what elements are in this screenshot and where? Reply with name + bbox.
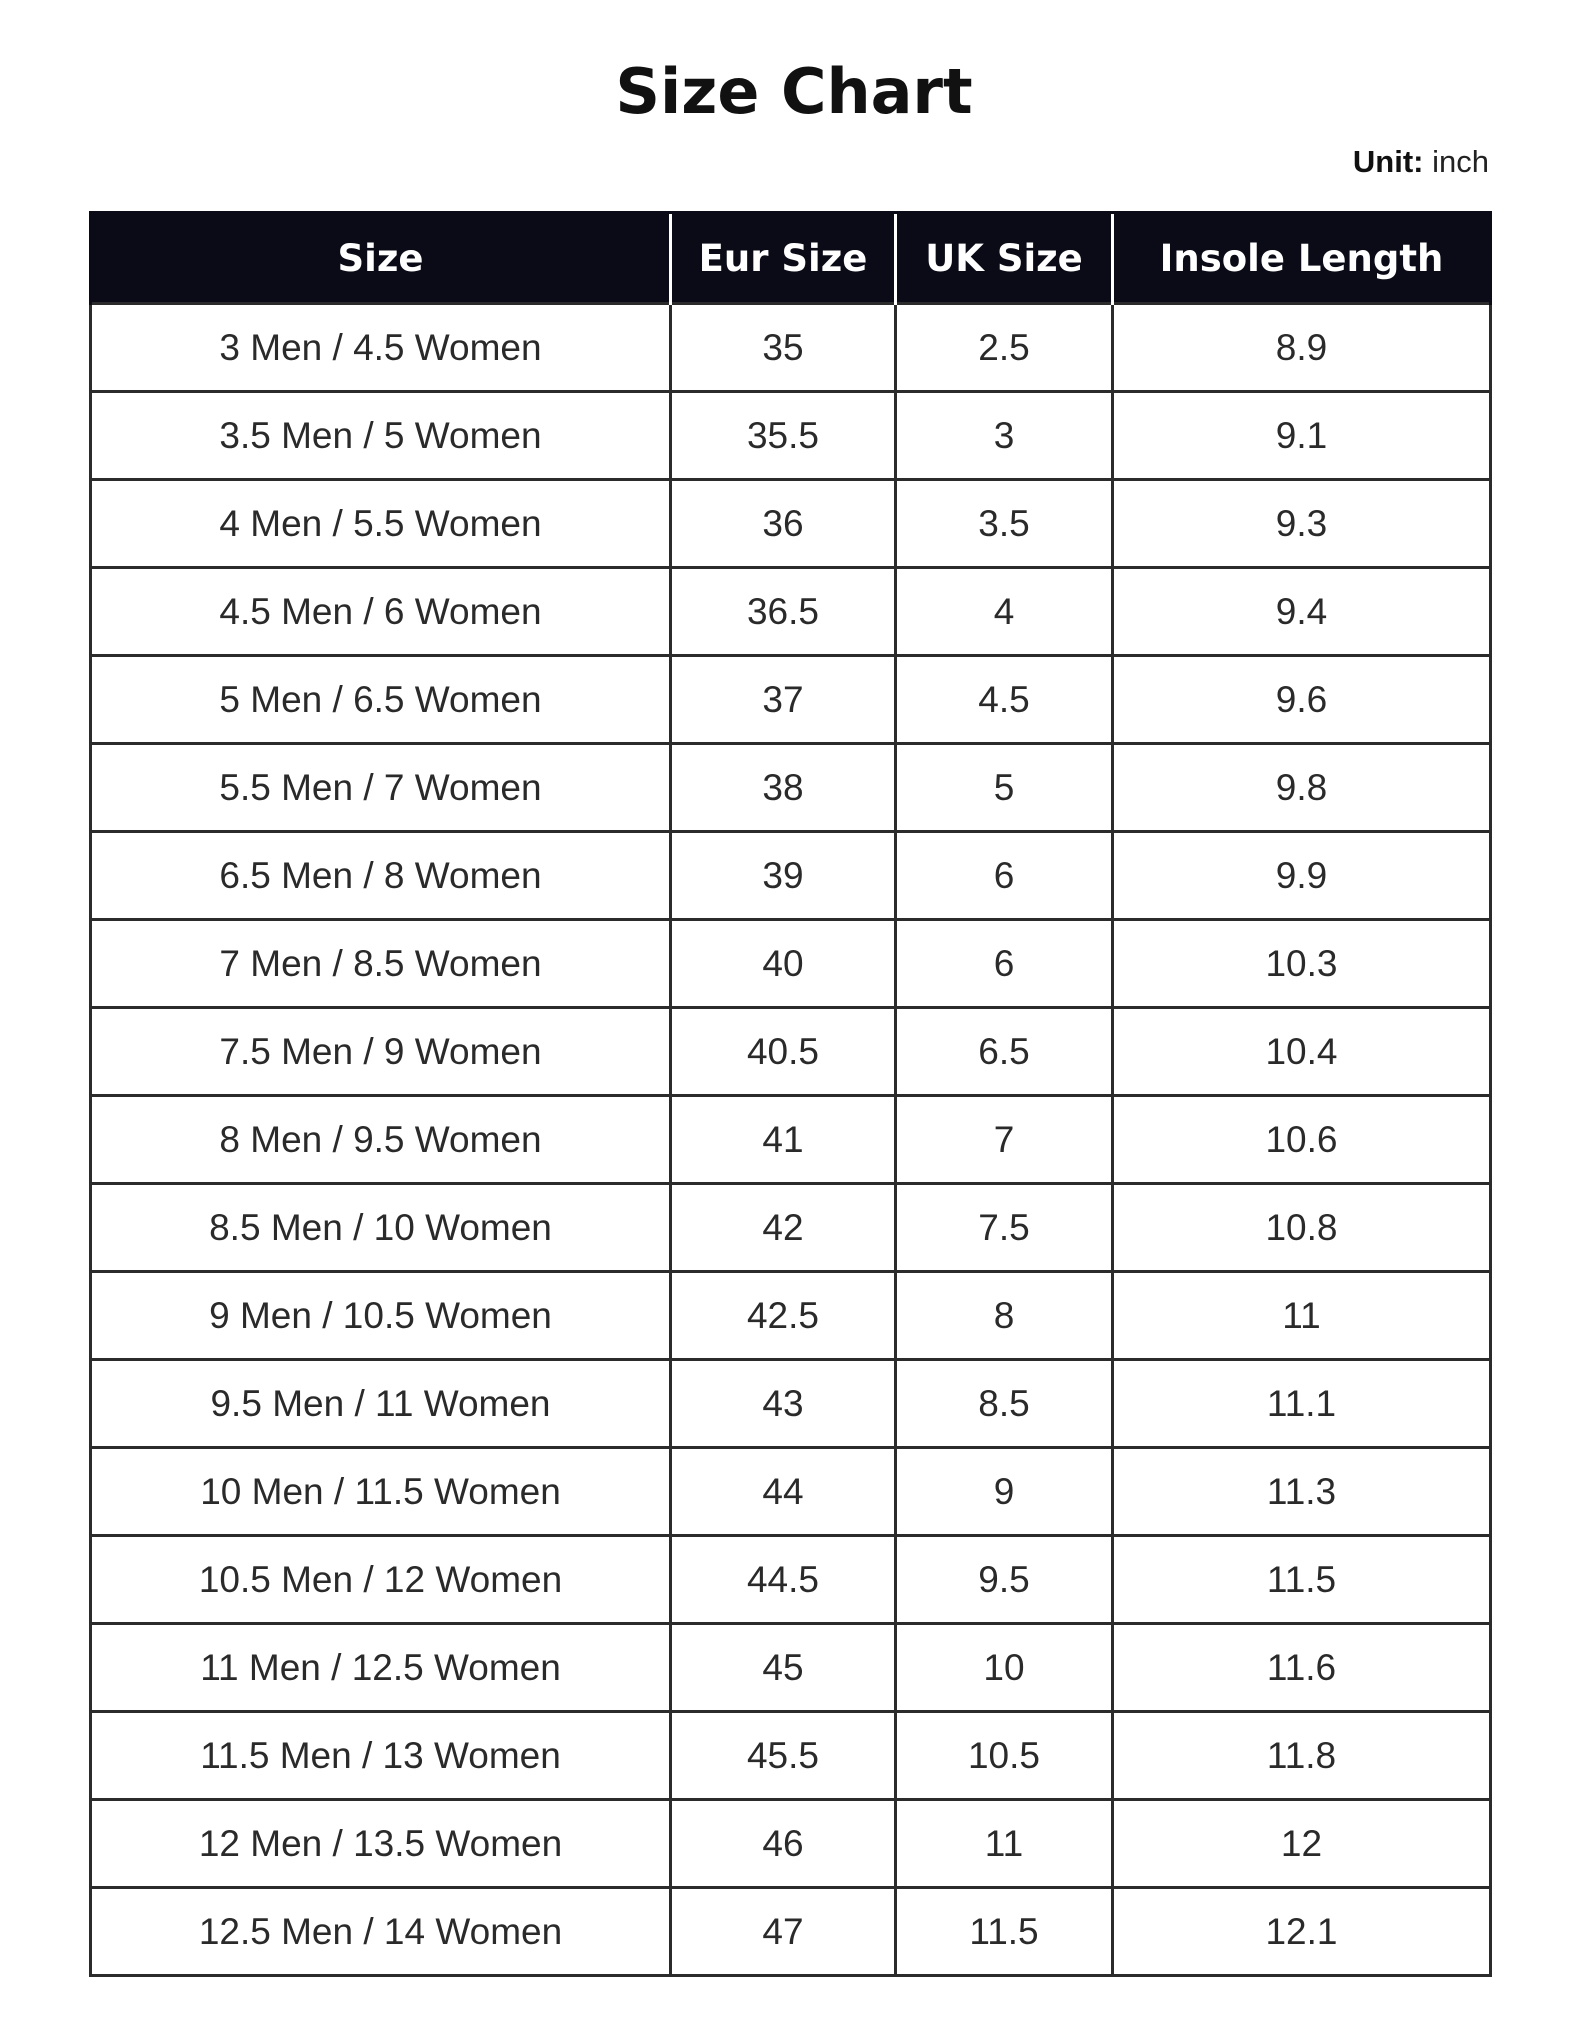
cell-eur-size: 42.5 <box>671 1272 896 1360</box>
cell-uk-size: 4.5 <box>896 656 1113 744</box>
cell-size: 12.5 Men / 14 Women <box>91 1888 671 1976</box>
cell-eur-size: 44 <box>671 1448 896 1536</box>
cell-insole-length: 8.9 <box>1113 304 1491 392</box>
table-row <box>91 568 1491 656</box>
cell-size: 10 Men / 11.5 Women <box>91 1448 671 1536</box>
cell-insole-length: 10.3 <box>1113 920 1491 1008</box>
cell-eur-size: 38 <box>671 744 896 832</box>
cell-size: 8.5 Men / 10 Women <box>91 1184 671 1272</box>
table-row <box>91 392 1491 480</box>
cell-eur-size: 45.5 <box>671 1712 896 1800</box>
cell-insole-length: 11.5 <box>1113 1536 1491 1624</box>
cell-uk-size: 7 <box>896 1096 1113 1184</box>
header-size: Size <box>91 213 671 304</box>
cell-eur-size: 47 <box>671 1888 896 1976</box>
cell-size: 12 Men / 13.5 Women <box>91 1800 671 1888</box>
cell-insole-length: 11 <box>1113 1272 1491 1360</box>
cell-size: 4.5 Men / 6 Women <box>91 568 671 656</box>
cell-size: 4 Men / 5.5 Women <box>91 480 671 568</box>
table-row <box>91 920 1491 1008</box>
cell-eur-size: 46 <box>671 1800 896 1888</box>
cell-uk-size: 5 <box>896 744 1113 832</box>
cell-insole-length: 9.1 <box>1113 392 1491 480</box>
cell-size: 8 Men / 9.5 Women <box>91 1096 671 1184</box>
table-row <box>91 1888 1491 1976</box>
cell-uk-size: 3 <box>896 392 1113 480</box>
cell-eur-size: 35 <box>671 304 896 392</box>
cell-eur-size: 42 <box>671 1184 896 1272</box>
cell-insole-length: 10.6 <box>1113 1096 1491 1184</box>
cell-uk-size: 10 <box>896 1624 1113 1712</box>
cell-insole-length: 9.6 <box>1113 656 1491 744</box>
header-eur-size: Eur Size <box>671 213 896 304</box>
cell-eur-size: 39 <box>671 832 896 920</box>
table-body <box>91 304 1491 1976</box>
cell-uk-size: 11.5 <box>896 1888 1113 1976</box>
cell-insole-length: 10.8 <box>1113 1184 1491 1272</box>
table-row <box>91 1624 1491 1712</box>
table-row <box>91 744 1491 832</box>
cell-size: 10.5 Men / 12 Women <box>91 1536 671 1624</box>
cell-insole-length: 12 <box>1113 1800 1491 1888</box>
table-row <box>91 1272 1491 1360</box>
cell-size: 3 Men / 4.5 Women <box>91 304 671 392</box>
cell-uk-size: 6.5 <box>896 1008 1113 1096</box>
table-row <box>91 1800 1491 1888</box>
cell-uk-size: 7.5 <box>896 1184 1113 1272</box>
table-row <box>91 1008 1491 1096</box>
cell-insole-length: 9.3 <box>1113 480 1491 568</box>
cell-eur-size: 41 <box>671 1096 896 1184</box>
cell-size: 6.5 Men / 8 Women <box>91 832 671 920</box>
cell-uk-size: 6 <box>896 832 1113 920</box>
cell-eur-size: 43 <box>671 1360 896 1448</box>
table-row <box>91 1448 1491 1536</box>
cell-insole-length: 9.4 <box>1113 568 1491 656</box>
table-row <box>91 1184 1491 1272</box>
cell-uk-size: 3.5 <box>896 480 1113 568</box>
table-row <box>91 304 1491 392</box>
table-header-row <box>91 213 1491 304</box>
table-row <box>91 1096 1491 1184</box>
cell-eur-size: 40 <box>671 920 896 1008</box>
cell-uk-size: 10.5 <box>896 1712 1113 1800</box>
cell-insole-length: 11.6 <box>1113 1624 1491 1712</box>
cell-size: 9 Men / 10.5 Women <box>91 1272 671 1360</box>
unit-value: inch <box>1432 144 1489 179</box>
cell-uk-size: 4 <box>896 568 1113 656</box>
cell-insole-length: 11.3 <box>1113 1448 1491 1536</box>
header-insole-length: Insole Length <box>1113 213 1491 304</box>
unit-note <box>1353 140 1489 184</box>
cell-uk-size: 9.5 <box>896 1536 1113 1624</box>
table-row <box>91 1712 1491 1800</box>
cell-insole-length: 9.9 <box>1113 832 1491 920</box>
cell-eur-size: 45 <box>671 1624 896 1712</box>
cell-size: 11.5 Men / 13 Women <box>91 1712 671 1800</box>
table-row <box>91 656 1491 744</box>
header-uk-size: UK Size <box>896 213 1113 304</box>
cell-insole-length: 11.1 <box>1113 1360 1491 1448</box>
cell-eur-size: 35.5 <box>671 392 896 480</box>
cell-size: 7.5 Men / 9 Women <box>91 1008 671 1096</box>
cell-uk-size: 2.5 <box>896 304 1113 392</box>
cell-eur-size: 40.5 <box>671 1008 896 1096</box>
cell-size: 11 Men / 12.5 Women <box>91 1624 671 1712</box>
cell-eur-size: 44.5 <box>671 1536 896 1624</box>
cell-uk-size: 6 <box>896 920 1113 1008</box>
cell-uk-size: 8 <box>896 1272 1113 1360</box>
cell-insole-length: 10.4 <box>1113 1008 1491 1096</box>
table-row <box>91 1360 1491 1448</box>
table-row <box>91 1536 1491 1624</box>
cell-uk-size: 11 <box>896 1800 1113 1888</box>
cell-uk-size: 9 <box>896 1448 1113 1536</box>
table-row <box>91 832 1491 920</box>
cell-eur-size: 37 <box>671 656 896 744</box>
unit-label: Unit: <box>1352 144 1424 179</box>
table-row <box>91 480 1491 568</box>
page-title: Size Chart <box>615 55 973 128</box>
cell-insole-length: 9.8 <box>1113 744 1491 832</box>
cell-eur-size: 36.5 <box>671 568 896 656</box>
cell-size: 5.5 Men / 7 Women <box>91 744 671 832</box>
cell-size: 7 Men / 8.5 Women <box>91 920 671 1008</box>
cell-size: 3.5 Men / 5 Women <box>91 392 671 480</box>
cell-eur-size: 36 <box>671 480 896 568</box>
cell-insole-length: 12.1 <box>1113 1888 1491 1976</box>
cell-uk-size: 8.5 <box>896 1360 1113 1448</box>
cell-size: 9.5 Men / 11 Women <box>91 1360 671 1448</box>
cell-size: 5 Men / 6.5 Women <box>91 656 671 744</box>
cell-insole-length: 11.8 <box>1113 1712 1491 1800</box>
size-chart-table <box>89 211 1492 1977</box>
